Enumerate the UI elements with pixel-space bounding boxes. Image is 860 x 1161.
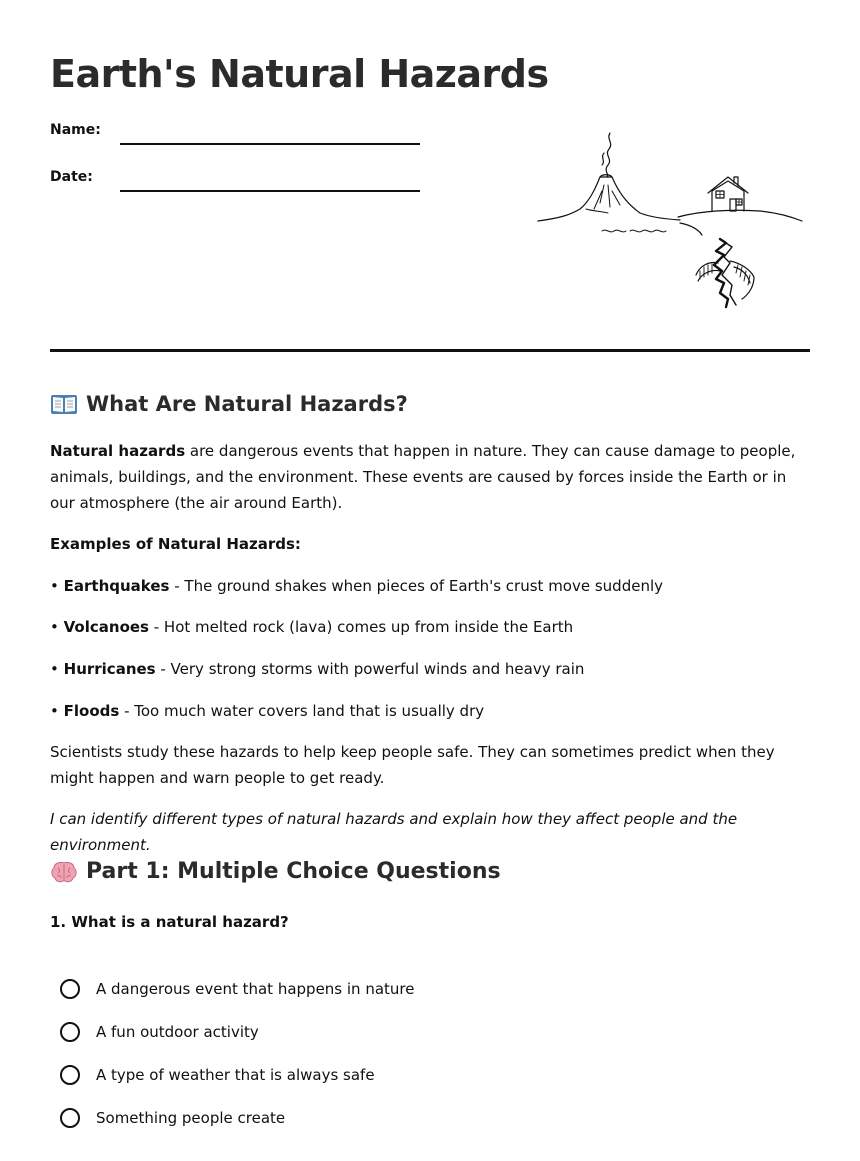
- open-book-icon: [50, 392, 78, 416]
- example-desc: - The ground shakes when pieces of Earth's crust move suddenly: [169, 577, 664, 595]
- learning-objective: I can identify different types of natural hazards and explain how they affect people and the environment.: [50, 810, 738, 854]
- example-item: [50, 698, 810, 724]
- example-item: [50, 614, 810, 640]
- bullet: •: [50, 618, 59, 636]
- answer-option[interactable]: [60, 979, 414, 999]
- hazards-illustration: [530, 125, 810, 315]
- page-title: Earth's Natural Hazards: [50, 52, 549, 96]
- answer-option[interactable]: [60, 1022, 259, 1042]
- answer-option-label: A type of weather that is always safe: [96, 1066, 375, 1084]
- answer-option-label: A fun outdoor activity: [96, 1023, 259, 1041]
- name-line[interactable]: [120, 143, 420, 145]
- question-1: 1. What is a natural hazard?: [50, 913, 289, 931]
- intro-lead-term: Natural hazards: [50, 442, 186, 460]
- name-label: Name:: [50, 122, 101, 138]
- example-term: Hurricanes: [63, 660, 156, 678]
- closing-paragraph: Scientists study these hazards to help keep people safe. They can sometimes predict when they might happen and warn people to get ready.: [50, 743, 775, 787]
- intro-lead-text: are dangerous events that happen in nature. They can cause damage to people, animals, buildings, and the environment. These events are caused by forces inside the Earth or in our atmosphere (the air around Earth).: [50, 442, 796, 512]
- radio-button[interactable]: [60, 1108, 80, 1128]
- example-item: [50, 656, 810, 682]
- answer-option[interactable]: [60, 1108, 285, 1128]
- part1-heading: [50, 857, 501, 887]
- radio-button[interactable]: [60, 979, 80, 999]
- answer-option-label: Something people create: [96, 1109, 286, 1127]
- radio-button[interactable]: [60, 1022, 80, 1042]
- intro-heading: [50, 389, 408, 419]
- date-line[interactable]: [120, 190, 420, 192]
- date-label: Date:: [50, 169, 93, 185]
- examples-heading: Examples of Natural Hazards:: [50, 535, 301, 553]
- answer-option[interactable]: [60, 1065, 375, 1085]
- radio-button[interactable]: [60, 1065, 80, 1085]
- answer-option-label: A dangerous event that happens in nature: [96, 980, 415, 998]
- intro-heading-text: What Are Natural Hazards?: [86, 392, 408, 416]
- example-term: Volcanoes: [63, 618, 149, 636]
- example-term: Earthquakes: [63, 577, 170, 595]
- bullet: •: [50, 702, 59, 720]
- example-desc: - Hot melted rock (lava) comes up from inside the Earth: [148, 618, 574, 636]
- example-item: [50, 573, 810, 599]
- example-term: Floods: [63, 702, 120, 720]
- bullet: •: [50, 577, 59, 595]
- section-divider: [50, 349, 810, 352]
- example-desc: - Too much water covers land that is usually dry: [119, 702, 485, 720]
- bullet: •: [50, 660, 59, 678]
- example-desc: - Very strong storms with powerful winds and heavy rain: [155, 660, 585, 678]
- brain-icon: [50, 860, 78, 884]
- intro-paragraph: [50, 438, 810, 516]
- part1-heading-text: Part 1: Multiple Choice Questions: [86, 859, 501, 884]
